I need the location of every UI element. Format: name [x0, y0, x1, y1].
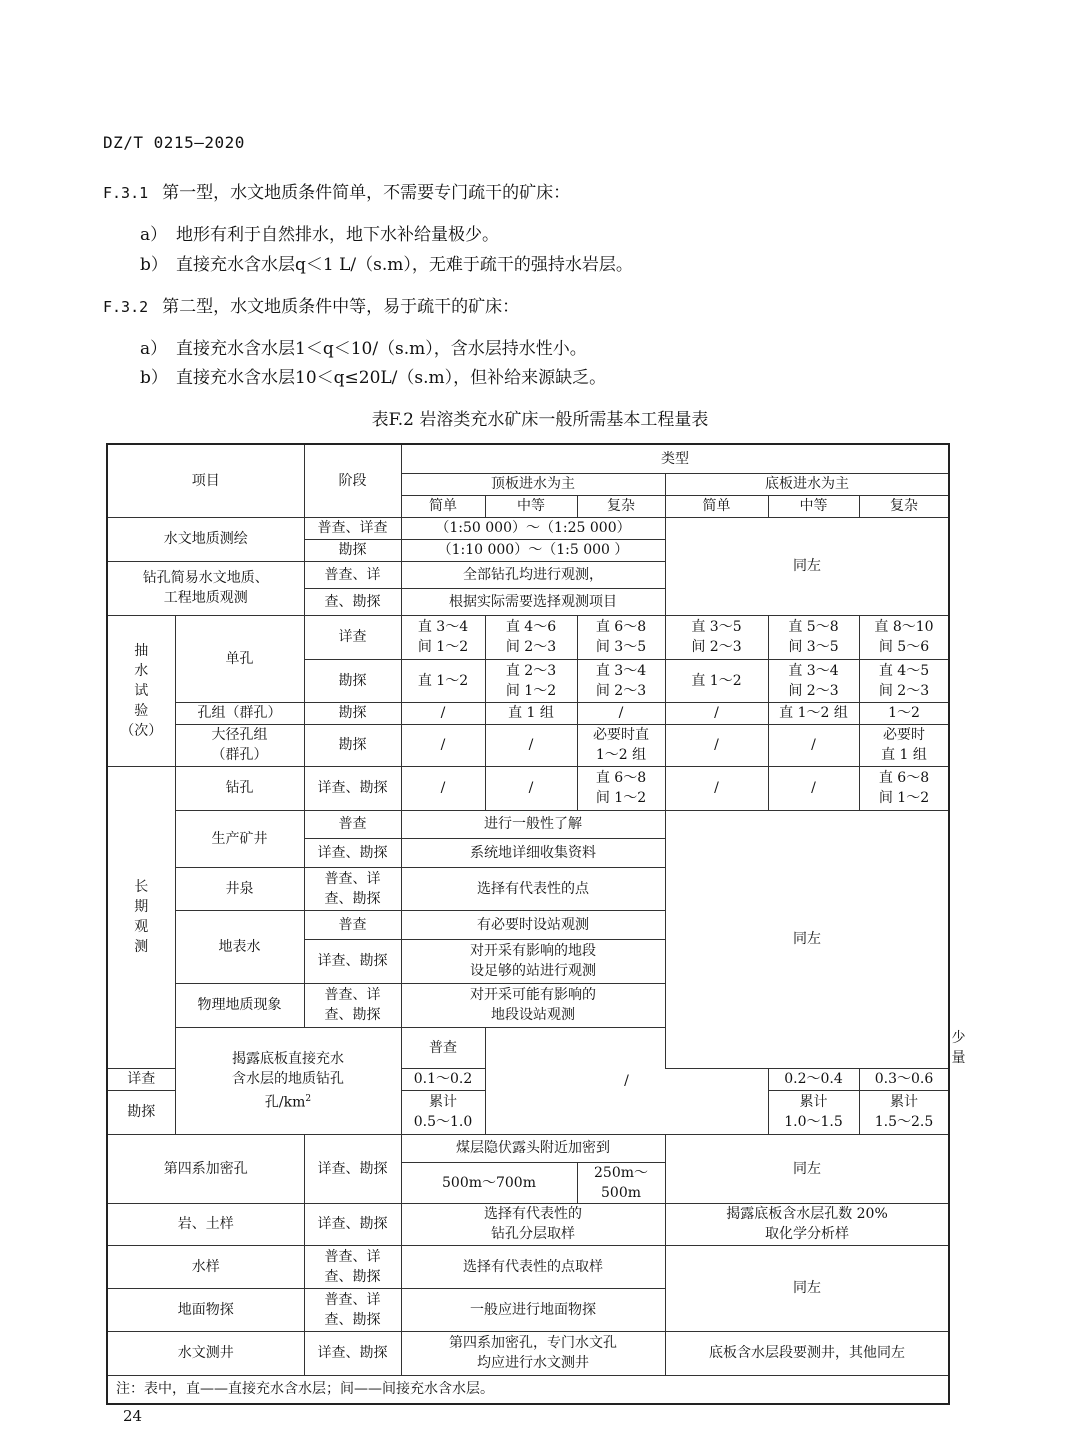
value-cell: 选择有代表性的 钻孔分层取样 [401, 1203, 665, 1245]
value-cell: 煤层隐伏露头附近加密到 [401, 1134, 665, 1162]
row-label: 第四系加密孔 [107, 1134, 304, 1203]
value-cell: / [577, 702, 665, 724]
value-cell: / [401, 724, 485, 766]
header-simple: 简单 [665, 495, 768, 517]
value-cell: / [401, 766, 485, 810]
list-text: 直接充水含水层1＜q＜10/（s.m），含水层持水性小。 [176, 339, 587, 359]
value-cell: 直 2～3 间 1～2 [485, 659, 577, 702]
value-cell: （1:10 000）～（1:5 000 ） [401, 539, 665, 561]
stage-cell: 详查 [107, 1068, 175, 1090]
list-item [140, 334, 587, 359]
stage-cell: 详查、勘探 [304, 1134, 401, 1203]
value-cell: 直 6～8 间 1～2 [577, 766, 665, 810]
list-mark: a） [140, 225, 168, 245]
value-cell: 直 4～6 间 2～3 [485, 615, 577, 659]
value-cell: 全部钻孔均进行观测， [401, 561, 665, 588]
section-num: F.3.1 [103, 184, 149, 202]
value-cell: 500m～700m [401, 1162, 577, 1203]
value-cell: 对开采有影响的地段 设足够的站进行观测 [401, 939, 665, 983]
header-type: 类型 [401, 444, 949, 473]
list-item [140, 250, 633, 275]
stage-cell: 详查、勘探 [304, 1203, 401, 1245]
list-mark: b） [140, 368, 168, 388]
stage-cell: 详查、勘探 [304, 838, 401, 867]
header-medium: 中等 [768, 495, 859, 517]
stage-cell: 勘探 [304, 724, 401, 766]
value-cell: 直 8～10 间 5～6 [859, 615, 949, 659]
stage-cell: 勘探 [304, 702, 401, 724]
same-left-cell: 同左 [665, 1134, 949, 1203]
table-caption: 表F.2 岩溶类充水矿床一般所需基本工程量表 [371, 410, 709, 430]
stage-cell: 普查、详 查、勘探 [304, 1245, 401, 1288]
value-cell: 直 6～8 间 3～5 [577, 615, 665, 659]
same-left-cell: 同左 [665, 810, 949, 1068]
work-quantity-table: 项目 阶段 类型 顶板进水为主 底板进水为主 简单 中等 复杂 简单 中等 复杂 水文地质测绘 普查、详查 （1:50 000）～（1:25 000） 同左 勘探 （1:10 000）～（1:5 000 ） 钻孔简易水文地质、 工程地质观测 普查、详 全部钻孔均进行观测， 查、勘探 根据实际需要选择观测项目 抽 水 试 验 （次） 单孔 详查 直 3～4 间 1～2 直 4～6 间 2～3 直 6～8 间 3～5 直 3～5 间 2～3 直 5～8 间 3～5 直 8～10 间 5～6 勘探 直 1～2 直 2～3 间 1～2 直 3～4 间 2～3 直 1～2 直 3～4 间 2～3 直 4～5 间 2～3 孔组（群孔） 勘探 / 直 1 组 / / 直 1～2 组 1～2 大径孔组 （群孔） 勘探 / / 必要时直 1～2 组 / / 必要时 直 1 组 长 期 观 测 钻孔 详查、勘探 / / 直 6～8 间 1～2 / / 直 6～8 间 1～2 生产矿井 普查 进行一般性了解 同左 详查、勘探 系统地详细收集资料 井泉 普查、详 查、勘探 选择有代表性的点 地表水 普查 有必要时设站观测 详查、勘探 对开采有影响的地段 设足够的站进行观测 物理地质现象 普查、详 查、勘探 对开采可能有影响的 地段设站观测 揭露底板直接充水 含水层的地质钻孔 孔$/km^2$ 普查 / 少量 详查 0.1～0.2 0.2～0.4 0.3～0.6 勘探 累计 0.5～1.0 累计 1.0～1.5 累计 1.5～2.5 第四系加密孔 详查、勘探 煤层隐伏露头附近加密到 同左 500m～700m 250m～500m 岩、土样 详查、勘探 选择有代表性的 钻孔分层取样 揭露底板含水层孔数 20% 取化学分析样 水样 普查、详 查、勘探 选择有代表性的点取样 同左 地面物探 普查、详 查、勘探 一般应进行地面物探 水文测井 详查、勘探 第四系加密孔，专门水文孔 均应进行水文测井 底板含水层段要测井，其他同左 注：表中，直——直接充水含水层；间——间接充水含水层。 [106, 443, 950, 1405]
value-cell: 进行一般性了解 [401, 810, 665, 838]
value-cell: / [665, 724, 768, 766]
header-complex: 复杂 [577, 495, 665, 517]
row-label: 井泉 [175, 867, 304, 910]
value-cell: 0.1～0.2 [401, 1068, 485, 1090]
stage-cell: 查、勘探 [304, 588, 401, 615]
value-cell: / [665, 702, 768, 724]
stage-cell: 普查、详查 [304, 517, 401, 539]
value-cell: 直 1～2 [665, 659, 768, 702]
value-cell: 底板含水层段要测井，其他同左 [665, 1331, 949, 1375]
value-cell: 直 3～5 间 2～3 [665, 615, 768, 659]
value-cell: / [768, 766, 859, 810]
list-mark: a） [140, 339, 168, 359]
row-label: 大径孔组 （群孔） [175, 724, 304, 766]
row-label: 岩、土样 [107, 1203, 304, 1245]
value-cell: 选择有代表性的点 [401, 867, 665, 910]
value-cell: 选择有代表性的点取样 [401, 1245, 665, 1288]
value-cell: / [401, 702, 485, 724]
stage-cell: 详查 [304, 615, 401, 659]
value-cell: 一般应进行地面物探 [401, 1288, 665, 1331]
stage-cell: 普查、详 查、勘探 [304, 867, 401, 910]
page-number: 24 [123, 1407, 143, 1425]
row-label: 单孔 [175, 615, 304, 702]
stage-cell: 详查、勘探 [304, 766, 401, 810]
stage-cell: 普查、详 查、勘探 [304, 1288, 401, 1331]
list-text: 地形有利于自然排水，地下水补给量极少。 [176, 225, 499, 245]
header-floor: 底板进水为主 [665, 473, 949, 495]
stage-cell: 普查 [401, 1027, 485, 1068]
stage-cell: 勘探 [304, 659, 401, 702]
value-cell: 累计 1.5～2.5 [859, 1090, 949, 1134]
header-stage: 阶段 [304, 444, 401, 517]
value-cell: 直 1 组 [485, 702, 577, 724]
list-text: 直接充水含水层q＜1 L/（s.m），无难于疏干的强持水岩层。 [176, 255, 633, 275]
stage-cell: 勘探 [107, 1090, 175, 1134]
header-medium: 中等 [485, 495, 577, 517]
value-cell: / [768, 724, 859, 766]
row-label: 水样 [107, 1245, 304, 1288]
row-label: 物理地质现象 [175, 983, 304, 1027]
value-cell: 直 5～8 间 3～5 [768, 615, 859, 659]
value-cell: 直 3～4 间 2～3 [577, 659, 665, 702]
list-item [140, 363, 606, 388]
value-cell: 有必要时设站观测 [401, 910, 665, 939]
list-item [140, 220, 499, 245]
section-f31 [103, 178, 570, 203]
value-cell: 0.3～0.6 [859, 1068, 949, 1090]
stage-cell: 普查 [304, 910, 401, 939]
value-cell: 必要时 直 1 组 [859, 724, 949, 766]
value-cell: 第四系加密孔，专门水文孔 均应进行水文测井 [401, 1331, 665, 1375]
stage-cell: 普查、详 [304, 561, 401, 588]
value-cell: / [485, 1027, 768, 1134]
section-text: 第二型，水文地质条件中等，易于疏干的矿床： [162, 297, 520, 317]
stage-cell: 勘探 [304, 539, 401, 561]
header-roof: 顶板进水为主 [401, 473, 665, 495]
same-left-cell: 同左 [665, 517, 949, 615]
stage-cell: 普查 [304, 810, 401, 838]
value-cell: 直 1～2 [401, 659, 485, 702]
value-cell: 累计 1.0～1.5 [768, 1090, 859, 1134]
obs-group-label: 长 期 观 测 [107, 766, 175, 1068]
value-cell: / [485, 724, 577, 766]
value-cell: 必要时直 1～2 组 [577, 724, 665, 766]
value-cell: （1:50 000）～（1:25 000） [401, 517, 665, 539]
row-label: 钻孔简易水文地质、 工程地质观测 [107, 561, 304, 615]
value-cell: 250m～500m [577, 1162, 665, 1203]
value-cell: 0.2～0.4 [768, 1068, 859, 1090]
row-label: 揭露底板直接充水 含水层的地质钻孔 孔$/km^2$ [175, 1027, 401, 1134]
header-simple: 简单 [401, 495, 485, 517]
value-cell: 1～2 [859, 702, 949, 724]
row-label: 孔组（群孔） [175, 702, 304, 724]
value-cell: 直 3～4 间 1～2 [401, 615, 485, 659]
value-cell: 系统地详细收集资料 [401, 838, 665, 867]
header-complex: 复杂 [859, 495, 949, 517]
value-cell: 直 6～8 间 1～2 [859, 766, 949, 810]
value-cell: 累计 0.5～1.0 [401, 1090, 485, 1134]
standard-code: DZ/T 0215—2020 [103, 133, 245, 152]
same-left-cell: 同左 [665, 1245, 949, 1331]
header-item: 项目 [107, 444, 304, 517]
row-label: 生产矿井 [175, 810, 304, 867]
value-cell: / [485, 766, 577, 810]
row-label: 地表水 [175, 910, 304, 983]
section-f32 [103, 292, 519, 317]
value-cell: 根据实际需要选择观测项目 [401, 588, 665, 615]
row-label: 地面物探 [107, 1288, 304, 1331]
value-cell: 对开采可能有影响的 地段设站观测 [401, 983, 665, 1027]
row-label: 水文测井 [107, 1331, 304, 1375]
list-text: 直接充水含水层10＜q≤20L/（s.m），但补给来源缺乏。 [176, 368, 607, 388]
row-label: 水文地质测绘 [107, 517, 304, 561]
pump-group-label: 抽 水 试 验 （次） [107, 615, 175, 766]
value-cell: 揭露底板含水层孔数 20% 取化学分析样 [665, 1203, 949, 1245]
value-cell: 直 4～5 间 2～3 [859, 659, 949, 702]
table-note: 注：表中，直——直接充水含水层；间——间接充水含水层。 [107, 1375, 949, 1404]
value-cell: 直 3～4 间 2～3 [768, 659, 859, 702]
row-label: 钻孔 [175, 766, 304, 810]
stage-cell: 普查、详 查、勘探 [304, 983, 401, 1027]
section-text: 第一型，水文地质条件简单，不需要专门疏干的矿床： [162, 183, 571, 203]
value-cell: 直 1～2 组 [768, 702, 859, 724]
list-mark: b） [140, 255, 168, 275]
value-cell: / [665, 766, 768, 810]
stage-cell: 详查、勘探 [304, 1331, 401, 1375]
stage-cell: 详查、勘探 [304, 939, 401, 983]
section-num: F.3.2 [103, 298, 149, 316]
